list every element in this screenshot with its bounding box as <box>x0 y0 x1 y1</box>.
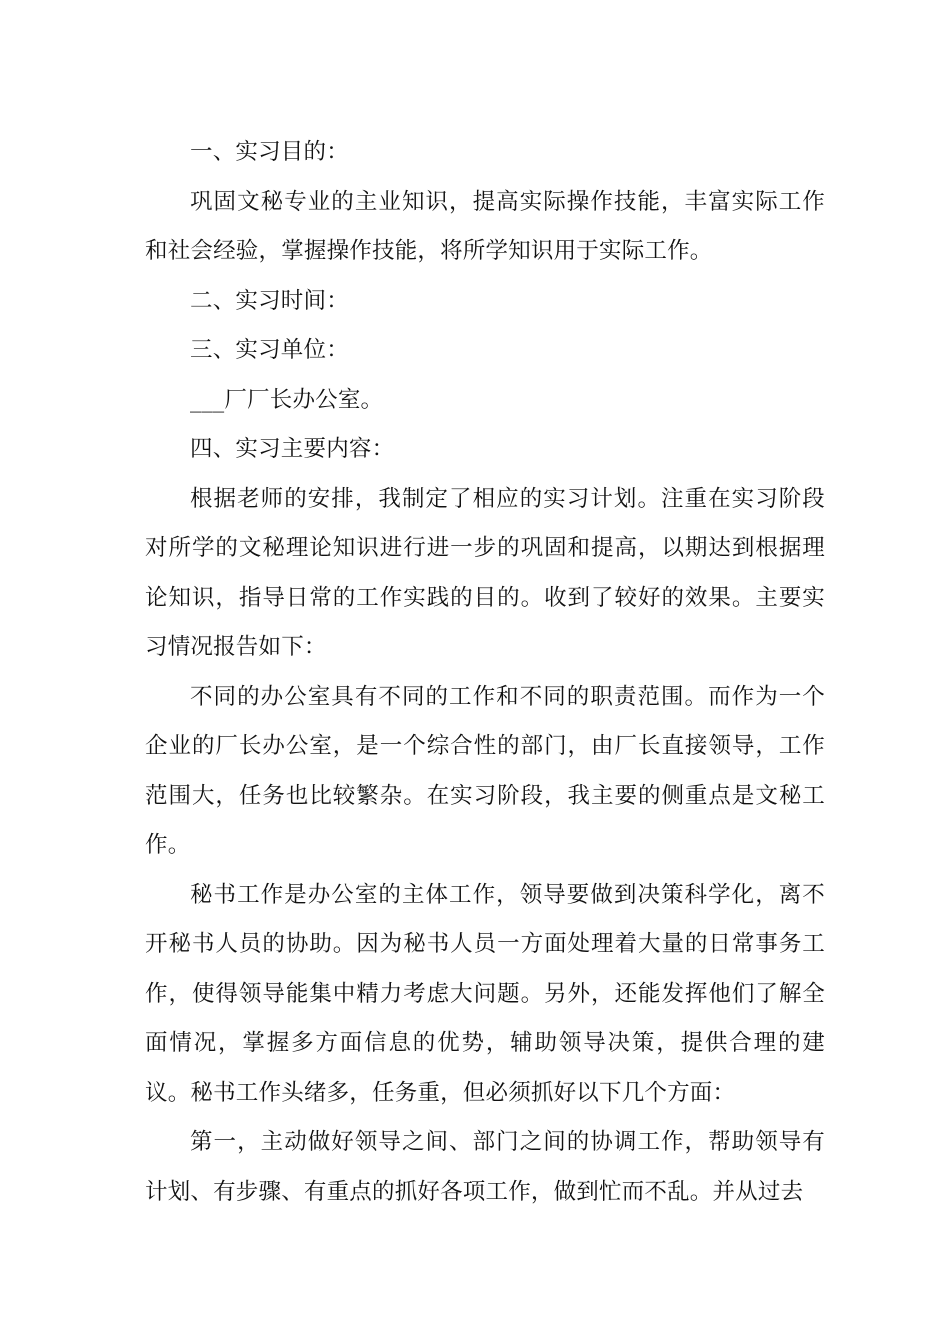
paragraph-office: 不同的办公室具有不同的工作和不同的职责范围。而作为一个企业的厂长办公室，是一个综合性的部门，由厂长直接领导，工作范围大，任务也比较繁杂。在实习阶段，我主要的侧重点是文秘工作。 <box>145 683 825 858</box>
document-body <box>145 128 825 1217</box>
paragraph-purpose: 巩固文秘专业的主业知识，提高实际操作技能，丰富实际工作和社会经验，掌握操作技能，将所学知识用于实际工作。 <box>145 188 825 264</box>
heading-unit: 三、实习单位： <box>190 337 349 363</box>
paragraph-plan: 根据老师的安排，我制定了相应的实习计划。注重在实习阶段对所学的文秘理论知识进行进一步的巩固和提高，以期达到根据理论知识，指导日常的工作实践的目的。收到了较好的效果。主要实习情况报告如下： <box>145 485 825 660</box>
heading-content: 四、实习主要内容： <box>190 436 395 462</box>
paragraph-secretary: 秘书工作是办公室的主体工作，领导要做到决策科学化，离不开秘书人员的协助。因为秘书人员一方面处理着大量的日常事务工作，使得领导能集中精力考虑大问题。另外，还能发挥他们了解全面情况，掌握多方面信息的优势，辅助领导决策，提供合理的建议。秘书工作头绪多，任务重，但必须抓好以下几个方面： <box>145 881 825 1106</box>
heading-time: 二、实习时间： <box>190 287 349 314</box>
paragraph-unit: ___厂厂长办公室。 <box>190 386 384 413</box>
paragraph-first-point: 第一，主动做好领导之间、部门之间的协调工作，帮助领导有计划、有步骤、有重点的抓好各项工作，做到忙而不乱。并从过去 <box>145 1129 825 1205</box>
heading-purpose: 一、实习目的： <box>190 139 349 165</box>
